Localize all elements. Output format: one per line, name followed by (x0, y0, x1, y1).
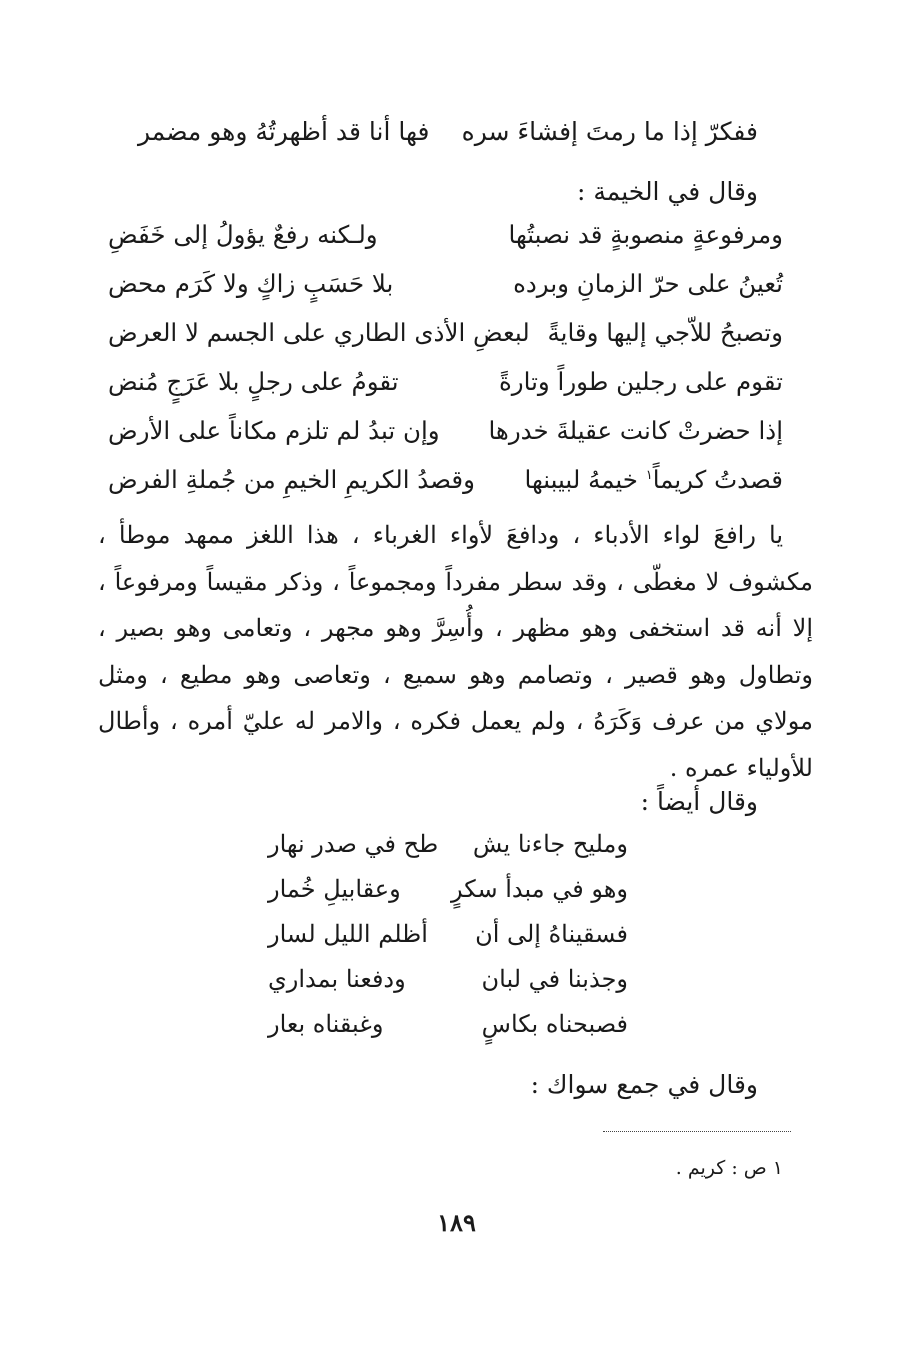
prose-paragraph (98, 512, 813, 791)
hemistich-second: وعقابيلِ خُمار (268, 875, 401, 903)
verse (108, 367, 783, 416)
hemistich-second: تقومُ على رجلٍ بلا عَرَجٍ مُنض (108, 367, 399, 396)
hemistich-text-rest: خيمهُ لبيبنها (524, 465, 646, 494)
hemistich-second: وغبقناه بعار (268, 1010, 384, 1038)
prose-text: يا رافعَ لواء الأدباء ، ودافعَ لأواء الغرباء ، هذا اللغز ممهد موطأ ، مكشوف لا مغطّى ، وقد سطر مفرداً ومجموعاً ، وذكر مقيساً ومرفوعاً ، إلا أنه قد استخفى وهو مظهر ، وأُسِرَّ وهو مجهر ، وتعامى وهو بصير ، وتطاول وهو قصير ، وتصامم وهو سميع ، وتعاصى وهو مطيع ، ومثل مولاي من عرف وَكَرَهُ ، ولم يعمل فكره ، والامر له عليّ أمره ، وأطال للأولياء عمره . (98, 521, 813, 782)
hemistich-second: ودفعنا بمداري (268, 965, 406, 993)
hemistich-first: وتصبحُ للاّجي إليها وقايةً (547, 318, 783, 347)
poem-intro: وقال في جمع سواك : (530, 1070, 758, 1099)
verse (108, 318, 783, 367)
footnote-divider (603, 1131, 791, 1132)
hemistich-second: وإن تبدُ لم تلزم مكاناً على الأرض (108, 416, 440, 445)
hemistich-second: لبعضِ الأذى الطاري على الجسم لا العرض (108, 318, 530, 347)
hemistich-first: وهو في مبدأ سكرٍ (451, 875, 628, 903)
footnote: ١ ص : كريم . (675, 1157, 783, 1179)
verse (108, 220, 783, 269)
verse (268, 830, 628, 875)
hemistich-text: قصدتُ كريماً (652, 465, 783, 494)
poem-intro: وقال أيضاً : (640, 787, 758, 816)
hemistich-first: ففكرّ إذا ما رمتَ إفشاءَ سره (461, 117, 758, 146)
hemistich-first: تقوم على رجلين طوراً وتارةً (498, 367, 783, 396)
verse (268, 1010, 628, 1055)
hemistich-second: طح في صدر نهار (268, 830, 439, 858)
poem-intro: وقال في الخيمة : (577, 177, 758, 206)
hemistich-first: تُعينُ على حرّ الزمانِ وبرده (513, 269, 783, 298)
verse (108, 269, 783, 318)
verse (268, 965, 628, 1010)
hemistich-first: وجذبنا في لبان (481, 965, 628, 993)
verse (108, 416, 783, 465)
opening-verse (138, 117, 758, 157)
hemistich-first: ومليح جاءنا يش (472, 830, 628, 858)
hemistich-first: فصبحناه بكاسٍ (481, 1010, 628, 1038)
poem-tent (108, 220, 783, 514)
verse (108, 465, 783, 514)
hemistich-first (524, 465, 783, 494)
hemistich-second: أظلم الليل لسار (268, 920, 428, 948)
hemistich-second: بلا حَسَبٍ زاكٍ ولا كَرَم محض (108, 269, 394, 298)
hemistich-second: وقصدُ الكريمِ الخيمِ من جُملةِ الفرض (108, 465, 475, 494)
page-number: ١٨٩ (437, 1208, 476, 1237)
hemistich-first: فسقيناهُ إلى أن (475, 920, 628, 948)
hemistich-second: فها أنا قد أظهرتُهُ وهو مضمر (138, 117, 430, 146)
hemistich-first: إذا حضرتْ كانت عقيلةَ خدرها (488, 416, 783, 445)
poem-short (268, 830, 628, 1055)
verse (268, 920, 628, 965)
verse (268, 875, 628, 920)
hemistich-second: ولـكنه رفعٌ يؤولُ إلى خَفَضِ (108, 220, 378, 249)
hemistich-first: ومرفوعةٍ منصوبةٍ قد نصبتُها (508, 220, 783, 249)
footnote-marker: ١ (645, 467, 653, 483)
